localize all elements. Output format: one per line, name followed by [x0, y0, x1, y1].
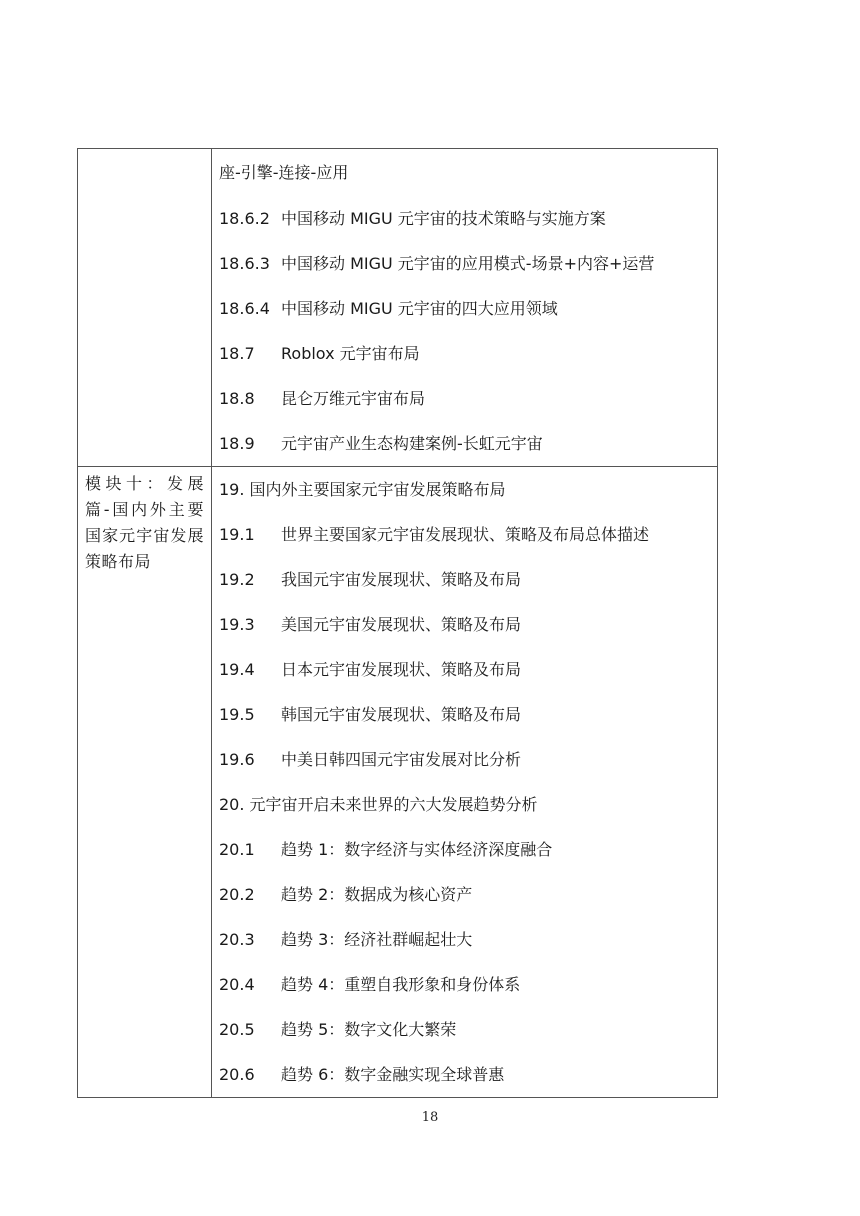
- entry-number: 20.2: [219, 885, 255, 904]
- toc-entry: [212, 872, 717, 917]
- entry-number: 19.5: [219, 705, 255, 724]
- entry-number: 20.6: [219, 1065, 255, 1084]
- toc-entry: [212, 1007, 717, 1052]
- entry-text: 我国元宇宙发展现状、策略及布局: [281, 570, 522, 589]
- page-number: 18: [421, 1110, 439, 1125]
- entry-text: 日本元宇宙发展现状、策略及布局: [281, 660, 522, 679]
- toc-table: [77, 148, 718, 1098]
- entry-number: 18.6.4: [219, 299, 270, 318]
- entry-number: 19.6: [219, 750, 255, 769]
- toc-entry: [212, 827, 717, 872]
- toc-entry: [212, 421, 717, 466]
- entry-text: 韩国元宇宙发展现状、策略及布局: [281, 705, 522, 724]
- toc-entry: [212, 557, 717, 602]
- entry-text: Roblox 元宇宙布局: [281, 344, 420, 363]
- entry-number: 19.2: [219, 570, 255, 589]
- module-label: 模块十：发展篇-国内外主要国家元宇宙发展策略布局: [85, 474, 204, 571]
- toc-entry: [212, 376, 717, 421]
- toc-entry: [212, 241, 717, 286]
- entry-text: 座-引擎-连接-应用: [219, 163, 349, 182]
- entry-text: 趋势 3：经济社群崛起壮大: [281, 930, 473, 949]
- entry-text: 趋势 6：数字金融实现全球普惠: [281, 1065, 505, 1084]
- toc-entry: [212, 286, 717, 331]
- module-cell: [78, 149, 212, 467]
- entry-text: 趋势 1：数字经济与实体经济深度融合: [281, 840, 553, 859]
- entry-number: 19.3: [219, 615, 255, 634]
- entry-text: 19. 国内外主要国家元宇宙发展策略布局: [219, 480, 506, 499]
- toc-entry: [212, 917, 717, 962]
- entry-text: 中国移动 MIGU 元宇宙的四大应用领域: [281, 299, 558, 318]
- toc-entry: [212, 602, 717, 647]
- entry-text: 昆仑万维元宇宙布局: [281, 389, 426, 408]
- entry-number: 20.5: [219, 1020, 255, 1039]
- toc-entry: [212, 962, 717, 1007]
- entry-text: 20. 元宇宙开启未来世界的六大发展趋势分析: [219, 795, 538, 814]
- toc-entry: [212, 1052, 717, 1097]
- entry-text: 中美日韩四国元宇宙发展对比分析: [281, 750, 522, 769]
- entries-cell: [212, 467, 718, 1098]
- toc-entry: [212, 149, 717, 196]
- entry-text: 元宇宙产业生态构建案例-长虹元宇宙: [281, 434, 543, 453]
- section-heading: [212, 782, 717, 827]
- table-row: [78, 467, 718, 1098]
- entry-number: 18.6.2: [219, 209, 270, 228]
- entry-text: 趋势 2：数据成为核心资产: [281, 885, 473, 904]
- module-cell: [78, 467, 212, 1098]
- entry-text: 趋势 4：重塑自我形象和身份体系: [281, 975, 521, 994]
- toc-entry: [212, 737, 717, 782]
- entries-cell: [212, 149, 718, 467]
- entry-text: 中国移动 MIGU 元宇宙的应用模式-场景+内容+运营: [281, 254, 655, 273]
- table-row: [78, 149, 718, 467]
- entry-text: 趋势 5：数字文化大繁荣: [281, 1020, 457, 1039]
- toc-entry: [212, 647, 717, 692]
- toc-entry: [212, 331, 717, 376]
- section-heading: [212, 467, 717, 512]
- module-label: [78, 149, 211, 153]
- entry-number: 20.1: [219, 840, 255, 859]
- entry-number: 20.4: [219, 975, 255, 994]
- toc-entry: [212, 512, 717, 557]
- entry-text: 世界主要国家元宇宙发展现状、策略及布局总体描述: [281, 525, 650, 544]
- entry-number: 18.6.3: [219, 254, 270, 273]
- entry-text: 美国元宇宙发展现状、策略及布局: [281, 615, 522, 634]
- entry-text: 中国移动 MIGU 元宇宙的技术策略与实施方案: [281, 209, 606, 228]
- entry-number: 18.9: [219, 434, 255, 453]
- entry-number: 20.3: [219, 930, 255, 949]
- entry-number: 18.8: [219, 389, 255, 408]
- entry-number: 19.1: [219, 525, 255, 544]
- toc-entry: [212, 196, 717, 241]
- entry-number: 19.4: [219, 660, 255, 679]
- toc-entry: [212, 692, 717, 737]
- entry-number: 18.7: [219, 344, 255, 363]
